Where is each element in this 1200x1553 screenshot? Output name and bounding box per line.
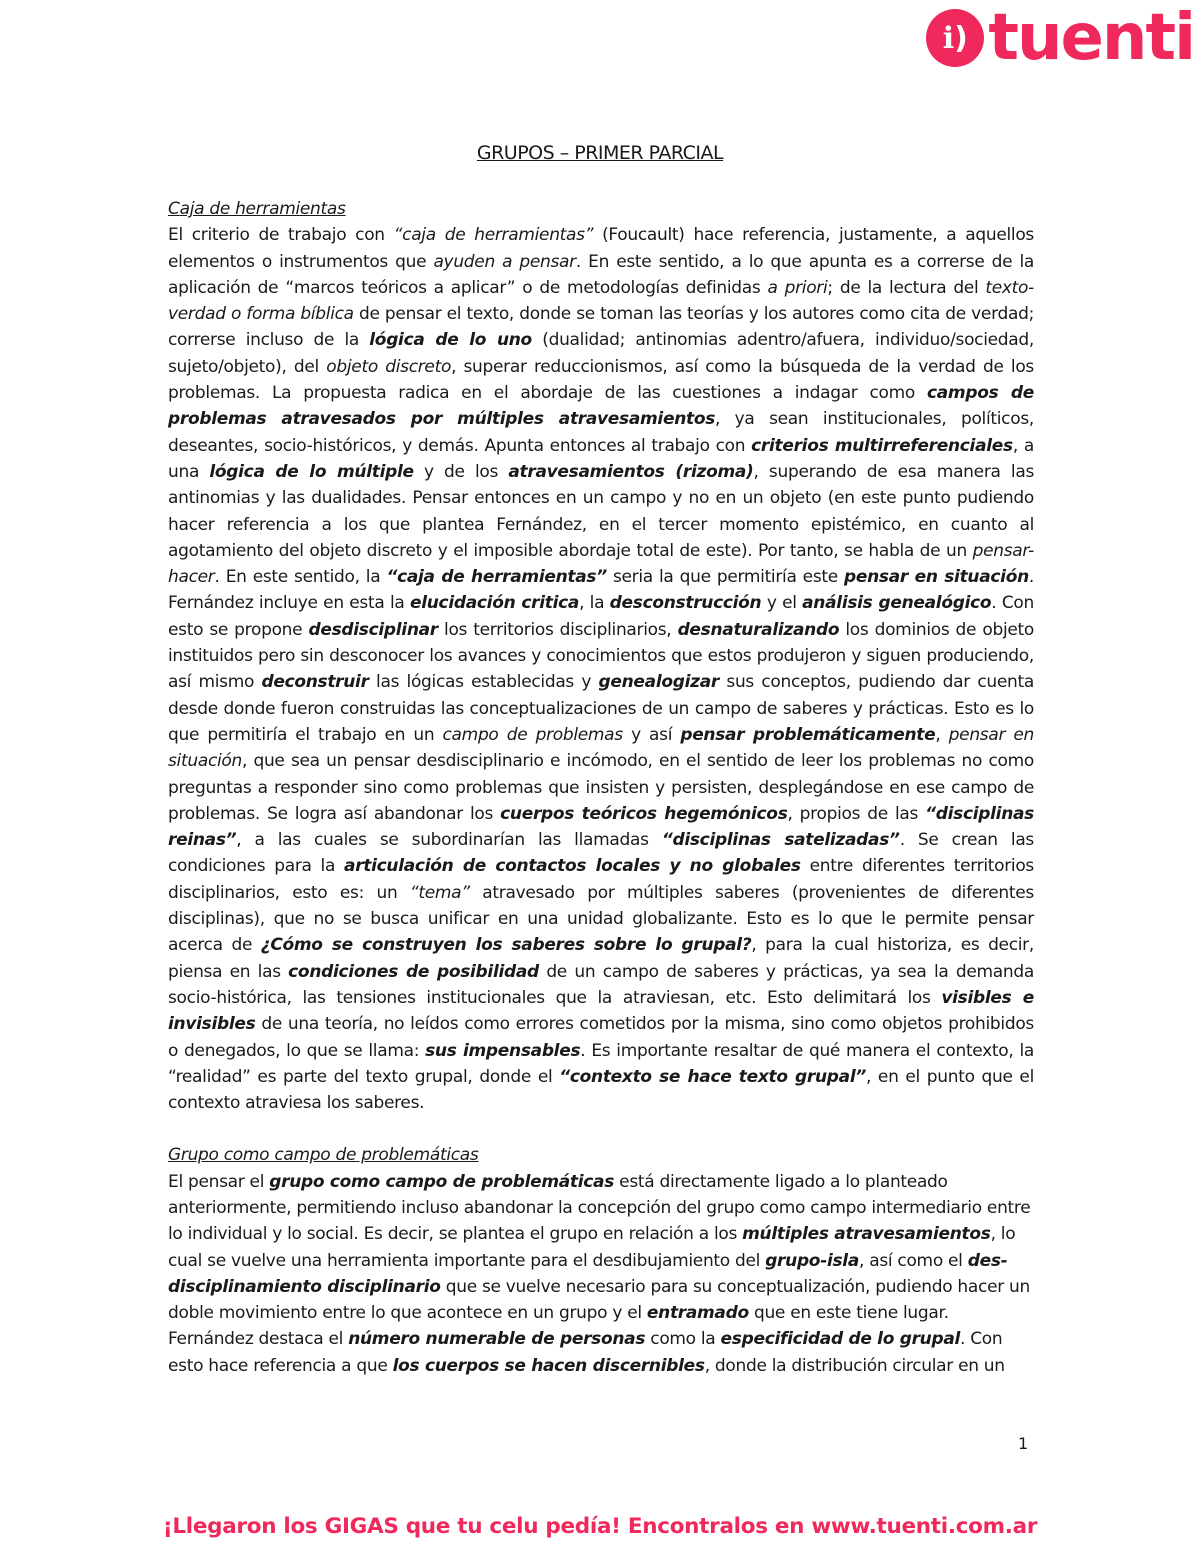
text-run: , así como el	[859, 1250, 968, 1271]
emphasis-text: número numerable de personas	[348, 1329, 646, 1350]
text-run: , ya sean institucionales, políticos, deseantes, socio-históricos, y demás. Apunta entonces al trabajo con	[168, 409, 1034, 456]
emphasis-text: análisis genealógico	[802, 593, 992, 614]
text-run: , la	[579, 593, 610, 614]
emphasis-text: “caja de herramientas”	[386, 567, 607, 588]
emphasis-text: deconstruir	[261, 672, 369, 693]
promo-banner: ¡Llegaron los GIGAS que tu celu pedía! Encontralos en www.tuenti.com.ar	[162, 1514, 1038, 1539]
emphasis-text: pensar problemáticamente	[680, 724, 936, 745]
emphasis-text: “disciplinas reinas”	[168, 803, 1034, 851]
paragraph	[168, 222, 1034, 1116]
emphasis-text: campo de problemas	[442, 724, 623, 745]
text-run: ; de la lectura del	[827, 277, 986, 298]
text-run: , lo cual se vuelve una herramienta importante para el desdibujamiento del	[168, 1224, 1016, 1271]
section-heading-caja-de-herramientas: Caja de herramientas	[168, 199, 346, 219]
text-run: y de los	[413, 461, 509, 482]
emphasis-text: cuerpos teóricos hegemónicos	[500, 803, 788, 824]
text-run: . Fernández incluye en esta la	[168, 567, 1034, 614]
text-run: (dualidad; antinomias adentro/afuera, individuo/sociedad, sujeto/objeto), del	[168, 330, 1034, 377]
emphasis-text: pensar en situación	[168, 724, 1035, 772]
emphasis-text: texto-verdad o forma bíblica	[168, 277, 1034, 325]
text-run: sus conceptos, pudiendo dar cuenta desde donde fueron construidas las conceptualizaciones de un campo de saberes y prácticas. Esto es lo que permitiría el trabajo en un	[168, 672, 1034, 745]
emphasis-text: a priori	[767, 277, 828, 298]
text-run: . Es importante resaltar de qué manera el contexto, la “realidad” es parte del texto grupal, donde el	[168, 1040, 1034, 1087]
text-run: . En este sentido, a lo que apunta es a correrse de la aplicación de “marcos teóricos a aplicar” o de metodologías definidas	[168, 251, 1034, 298]
text-run: El pensar el	[168, 1171, 270, 1192]
text-run: , en el punto que el contexto atraviesa los saberes.	[168, 1066, 1034, 1114]
emphasis-text: objeto discreto	[326, 356, 452, 377]
text-run: , propios de las	[787, 803, 926, 824]
text-run: (Foucault) hace referencia, justamente, a aquellos elementos o instrumentos que	[168, 225, 1034, 272]
text-run: seria la que permitiría este	[606, 567, 845, 588]
text-run: de un campo de saberes y prácticas, ya sea la demanda socio-histórica, las tensiones institucionales que la atraviesan, etc. Esto delimitará los	[168, 961, 1034, 1008]
tuenti-logo-wordmark: tuenti	[988, 1, 1194, 75]
text-run: que se vuelve necesario para su conceptualización, pudiendo hacer un doble movimiento entre lo que acontece en un grupo y el	[168, 1276, 1030, 1324]
text-run: de pensar el texto, donde se toman las teorías y los autores como cita de verdad; correrse incluso de la	[168, 304, 1034, 351]
text-run: entre diferentes territorios disciplinarios, esto es: un	[168, 856, 1034, 903]
emphasis-text: grupo-isla	[765, 1250, 859, 1271]
emphasis-text: desdisciplinar	[308, 619, 438, 640]
text-run: , donde la distribución circular en un	[704, 1355, 1005, 1376]
emphasis-text: criterios multirreferenciales	[751, 435, 1013, 456]
tuenti-logo	[926, 1, 1194, 75]
text-run: , a una	[168, 435, 1034, 482]
emphasis-text: “disciplinas satelizadas”	[661, 830, 900, 851]
text-run: y así	[622, 724, 681, 745]
emphasis-text: “caja de herramientas”	[393, 225, 594, 246]
text-run: . Con esto hace referencia a que	[168, 1329, 1003, 1376]
emphasis-text: des-disciplinamiento disciplinario	[168, 1250, 1008, 1297]
text-run: . En este sentido, la	[214, 567, 387, 588]
emphasis-text: condiciones de posibilidad	[288, 961, 539, 982]
text-run: los dominios de objeto instituidos pero sin desconocer los avances y conocimientos que estos produjeron y siguen produciendo, así mismo	[168, 619, 1034, 693]
emphasis-text: genealogizar	[598, 672, 719, 693]
emphasis-text: grupo como campo de problemáticas	[269, 1171, 615, 1192]
paragraph	[168, 1326, 1034, 1379]
text-run: . Se crean las condiciones para la	[168, 830, 1034, 877]
section-heading-grupo-como-campo: Grupo como campo de problemáticas	[168, 1145, 479, 1166]
emphasis-text: los cuerpos se hacen discernibles	[392, 1355, 705, 1376]
text-run: de una teoría, no leídos como errores cometidos por la misma, sino como objetos prohibidos o denegados, lo que se llama:	[168, 1014, 1034, 1061]
text-run: , que sea un pensar desdisciplinario e incómodo, en el sentido de leer los problemas no como preguntas a responder sino como problemas que insisten y persisten, desplegándose en ese campo de problemas. Se logra así abandonar los	[168, 751, 1034, 824]
emphasis-text: desconstrucción	[609, 593, 762, 614]
text-run: , para la cual historiza, es decir, piensa en las	[168, 935, 1034, 982]
emphasis-text: lógica de lo uno	[369, 330, 532, 351]
emphasis-text: sus impensables	[425, 1040, 581, 1061]
emphasis-text: ¿Cómo se construyen los saberes sobre lo grupal?	[260, 935, 752, 956]
paragraph	[168, 1169, 1034, 1327]
text-run: que en este tiene lugar.	[748, 1303, 949, 1324]
emphasis-text: articulación de contactos locales y no globales	[344, 856, 801, 877]
emphasis-text: visibles e invisibles	[168, 987, 1034, 1035]
emphasis-text: entramado	[646, 1303, 749, 1324]
text-run: los territorios disciplinarios,	[437, 619, 678, 640]
emphasis-text: pensar-hacer	[168, 540, 1034, 588]
emphasis-text: elucidación critica	[409, 593, 580, 614]
page-title: GRUPOS – PRIMER PARCIAL	[476, 142, 724, 164]
text-run: ,	[935, 724, 949, 745]
emphasis-text: ayuden a pensar	[433, 251, 576, 272]
text-run: . Con esto se propone	[168, 593, 1034, 640]
text-run: El criterio de trabajo con	[168, 225, 394, 246]
text-run: está directamente ligado a lo planteado anteriormente, permitiendo incluso abandonar la concepción del grupo como campo intermediario entre lo individual y lo social. Es decir, se plantea el grupo en relación a los	[168, 1171, 1031, 1245]
document-body	[168, 196, 1034, 1379]
text-run: como la	[645, 1329, 721, 1350]
text-run: Fernández destaca el	[168, 1329, 349, 1350]
emphasis-text: campos de problemas atravesados por múltiples atravesamientos	[168, 383, 1034, 430]
text-run: , superando de esa manera las antinomias y las dualidades. Pensar entonces en un campo y no en un objeto (en este punto pudiendo hacer referencia a los que plantea Fernández, en el tercer momento epistémico, en cuanto al agotamiento del objeto discreto y el imposible abordaje total de este). Por tanto, se habla de un	[168, 461, 1035, 561]
page-number: 1	[1018, 1434, 1029, 1453]
emphasis-text: “contexto se hace texto grupal”	[559, 1066, 867, 1087]
emphasis-text: desnaturalizando	[677, 619, 840, 640]
tuenti-logo-icon: ℹ)	[926, 9, 984, 67]
emphasis-text: “tema”	[409, 882, 470, 903]
emphasis-text: atravesamientos (rizoma)	[508, 461, 754, 482]
text-run: las lógicas establecidas y	[368, 672, 599, 693]
text-run: , superar reduccionismos, así como la búsqueda de la verdad de los problemas. La propuesta radica en el abordaje de las cuestiones a indagar como	[168, 356, 1034, 404]
emphasis-text: lógica de lo múltiple	[209, 461, 414, 482]
emphasis-text: especificidad de lo grupal	[720, 1329, 961, 1350]
emphasis-text: múltiples atravesamientos	[742, 1224, 991, 1245]
text-run: , a las cuales se subordinarían las llamadas	[236, 830, 662, 851]
text-run: y el	[761, 593, 803, 614]
text-run: atravesado por múltiples saberes (provenientes de diferentes disciplinas), que no se busca unificar en una unidad globalizante. Esto es lo que le permite pensar acerca de	[168, 882, 1034, 956]
emphasis-text: pensar en situación	[844, 567, 1029, 588]
